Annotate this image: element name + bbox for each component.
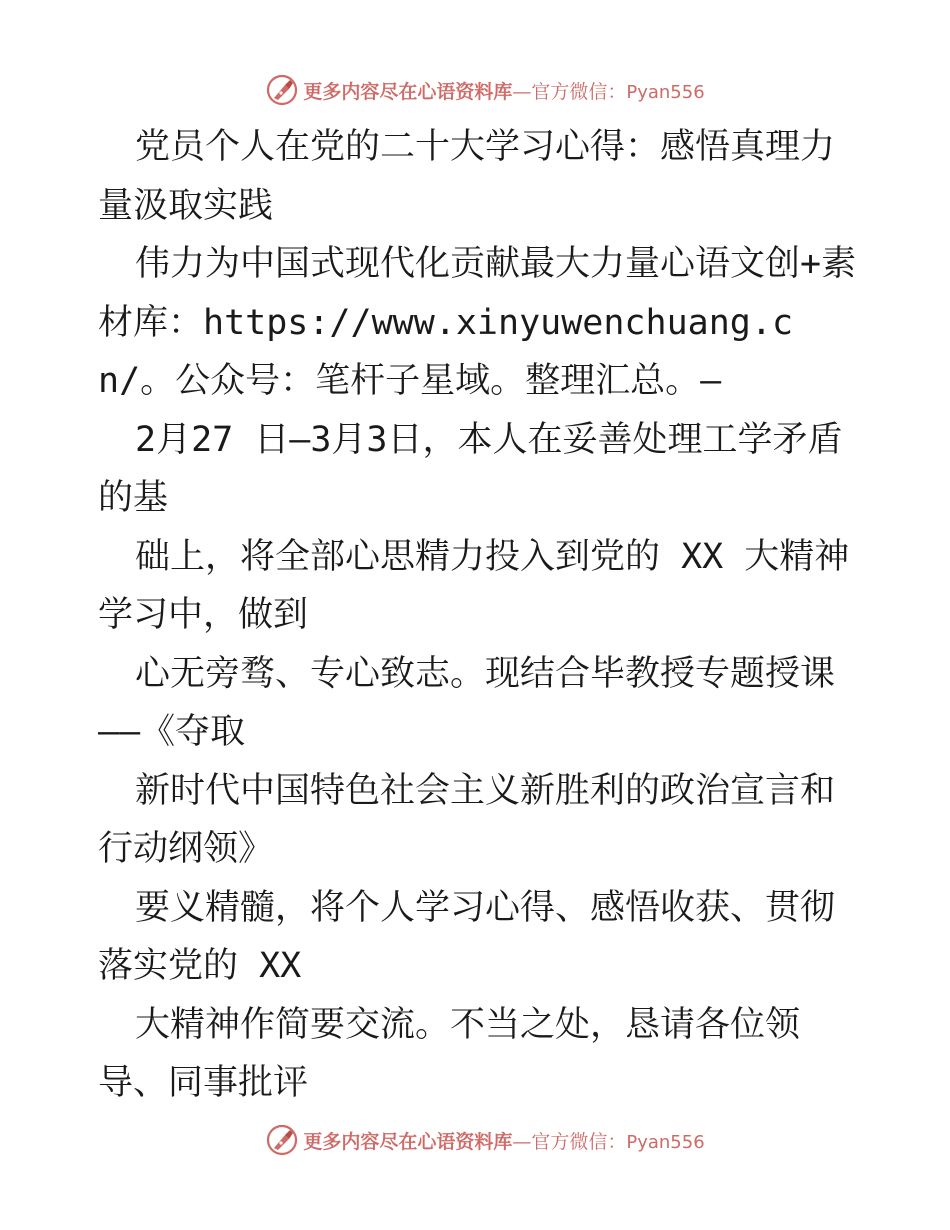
paragraph-5: 心无旁骛、专心致志。现结合毕教授专题授课——《夺取 bbox=[98, 653, 836, 752]
pen-nib-logo-icon bbox=[265, 1123, 299, 1157]
header-brand-text: 更多内容尽在心语资料库 bbox=[303, 80, 513, 103]
header-dash: — bbox=[512, 80, 532, 103]
footer-text bbox=[303, 1127, 704, 1154]
footer-dash: — bbox=[512, 1130, 532, 1153]
paragraph-8: 大精神作简要交流。不当之处，恳请各位领导、同事批评 bbox=[98, 1004, 801, 1103]
header-banner bbox=[0, 70, 950, 110]
paragraph-4: 础上，将全部心思精力投入到党的 XX 大精神学习中，做到 bbox=[98, 536, 850, 635]
footer-wechat-id: Pyan556 bbox=[626, 1131, 705, 1153]
paragraph-7: 要义精髓，将个人学习心得、感悟收获、贯彻落实党的 XX bbox=[98, 887, 836, 986]
header-wechat-id: Pyan556 bbox=[626, 81, 705, 103]
paragraph-2: 伟力为中国式现代化贡献最大力量心语文创+素材库：https://www.xinyuwenchuang.cn/。公众号：笔杆子星域。整理汇总。— bbox=[98, 244, 857, 401]
header-wechat-label: 官方微信： bbox=[531, 80, 627, 103]
paragraph-3: 2月27 日—3月3日，本人在妥善处理工学矛盾的基 bbox=[98, 419, 843, 518]
footer-brand-text: 更多内容尽在心语资料库 bbox=[303, 1130, 513, 1153]
paragraph-1: 党员个人在党的二十大学习心得：感悟真理力量汲取实践 bbox=[98, 127, 836, 226]
paragraph-6: 新时代中国特色社会主义新胜利的政治宣言和行动纲领》 bbox=[98, 770, 836, 869]
pen-nib-logo-icon bbox=[265, 73, 299, 107]
footer-banner bbox=[0, 1120, 950, 1160]
footer-wechat-label: 官方微信： bbox=[531, 1130, 627, 1153]
header-text bbox=[303, 77, 704, 104]
document-body bbox=[98, 118, 868, 1113]
